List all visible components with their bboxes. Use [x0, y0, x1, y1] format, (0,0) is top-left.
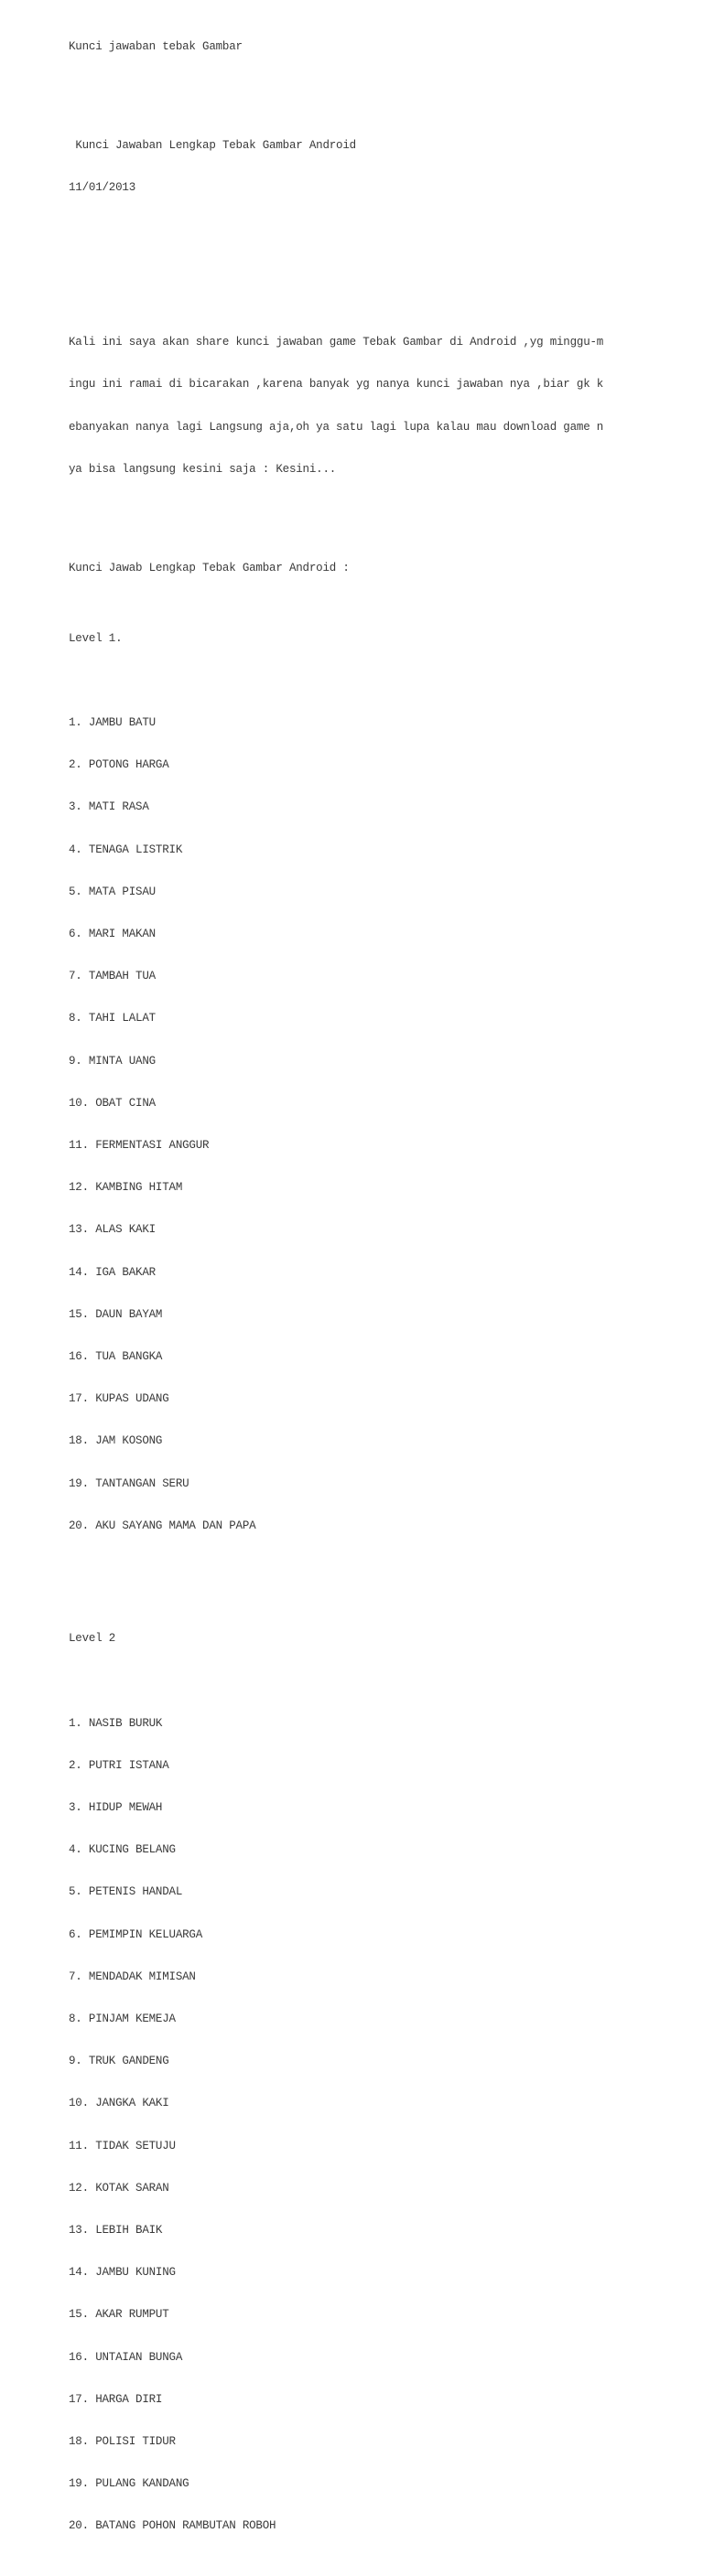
answer-item: 3. HIDUP MEWAH [69, 1800, 163, 1814]
answer-item: 14. IGA BAKAR [69, 1265, 156, 1279]
answer-item: 5. MATA PISAU [69, 885, 156, 898]
answer-item: 18. POLISI TIDUR [69, 2434, 176, 2448]
answer-item: 10. OBAT CINA [69, 1096, 156, 1110]
answer-item: 20. BATANG POHON RAMBUTAN ROBOH [69, 2519, 276, 2533]
answer-item: 4. TENAGA LISTRIK [69, 843, 183, 856]
post-heading: Kunci Jawaban Lengkap Tebak Gambar Android [69, 138, 356, 152]
answer-item: 10. JANGKA KAKI [69, 2097, 169, 2110]
answer-item: 20. AKU SAYANG MAMA DAN PAPA [69, 1519, 256, 1532]
answer-item: 11. FERMENTASI ANGGUR [69, 1139, 210, 1153]
answer-item: 9. MINTA UANG [69, 1054, 156, 1068]
document-title: Kunci jawaban tebak Gambar [69, 39, 243, 53]
intro-line: ya bisa langsung kesini saja : Kesini... [69, 462, 337, 476]
answer-item: 9. TRUK GANDENG [69, 2055, 169, 2068]
answer-item: 6. PEMIMPIN KELUARGA [69, 1927, 203, 1941]
answer-item: 12. KAMBING HITAM [69, 1181, 183, 1195]
answer-item: 15. AKAR RUMPUT [69, 2308, 169, 2322]
answer-item: 17. HARGA DIRI [69, 2392, 163, 2406]
answer-item: 14. JAMBU KUNING [69, 2266, 176, 2280]
answers-title: Kunci Jawab Lengkap Tebak Gambar Android : [69, 561, 350, 574]
level-1-label: Level 1. [69, 631, 123, 645]
intro-line: ingu ini ramai di bicarakan ,karena banyak yg nanya kunci jawaban nya ,biar gk k [69, 378, 604, 392]
answer-item: 13. ALAS KAKI [69, 1223, 156, 1237]
answer-item: 8. TAHI LALAT [69, 1012, 156, 1025]
answer-item: 13. LEBIH BAIK [69, 2223, 163, 2237]
answer-item: 12. KOTAK SARAN [69, 2181, 169, 2195]
answer-item: 1. NASIB BURUK [69, 1716, 163, 1730]
post-heading-block [69, 111, 673, 223]
answer-item: 19. PULANG KANDANG [69, 2477, 189, 2491]
document-page [69, 12, 673, 2576]
answer-item: 16. TUA BANGKA [69, 1350, 163, 1364]
answer-item: 5. PETENIS HANDAL [69, 1885, 183, 1899]
answer-item: 6. MARI MAKAN [69, 928, 156, 941]
level-2-label: Level 2 [69, 1632, 116, 1646]
post-date: 11/01/2013 [69, 180, 136, 194]
answer-item: 4. KUCING BELANG [69, 1843, 176, 1857]
answer-item: 11. TIDAK SETUJU [69, 2139, 176, 2152]
level-1-answer-list [69, 688, 673, 1562]
answer-item: 7. TAMBAH TUA [69, 970, 156, 983]
answer-item: 3. MATI RASA [69, 800, 149, 814]
answer-item: 1. JAMBU BATU [69, 716, 156, 730]
answer-item: 15. DAUN BAYAM [69, 1307, 163, 1321]
answer-item: 2. POTONG HARGA [69, 758, 169, 772]
answer-item: 2. PUTRI ISTANA [69, 1758, 169, 1772]
answer-item: 8. PINJAM KEMEJA [69, 2012, 176, 2025]
intro-line: ebanyakan nanya lagi Langsung aja,oh ya satu lagi lupa kalau mau download game n [69, 420, 604, 434]
intro-paragraph [69, 307, 673, 505]
answer-item: 19. TANTANGAN SERU [69, 1476, 189, 1490]
answer-item: 16. UNTAIAN BUNGA [69, 2350, 183, 2364]
answer-item: 17. KUPAS UDANG [69, 1392, 169, 1406]
answer-item: 7. MENDADAK MIMISAN [69, 1970, 196, 1983]
level-2-answer-list [69, 1689, 673, 2562]
intro-line: Kali ini saya akan share kunci jawaban game Tebak Gambar di Android ,yg minggu-m [69, 336, 604, 349]
answer-item: 18. JAM KOSONG [69, 1434, 163, 1448]
